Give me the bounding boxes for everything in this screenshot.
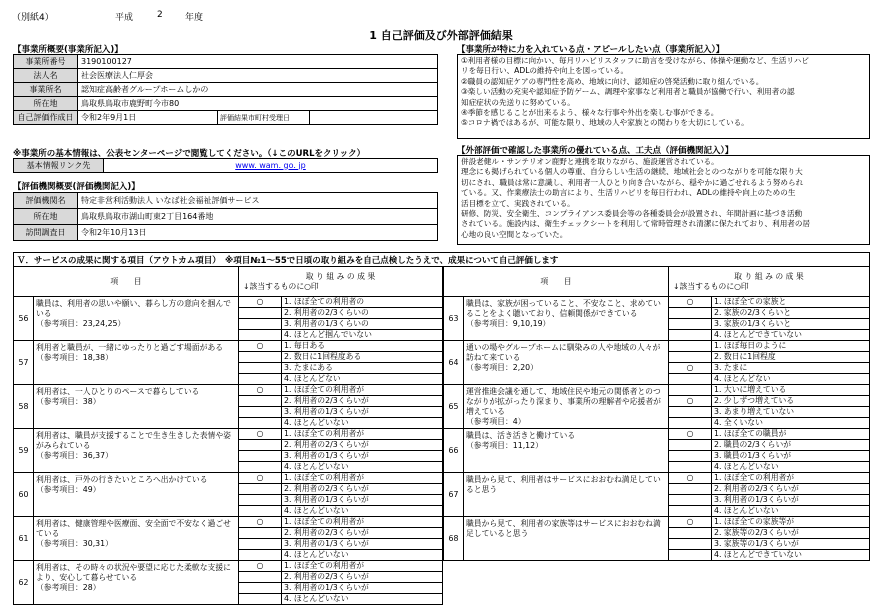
outcome-item-number: 67 <box>444 473 464 517</box>
outcome-mark-cell[interactable] <box>239 319 282 330</box>
outcome-option-row <box>14 429 443 440</box>
outcome-option-label: 2. 利用者の2/3くらいが <box>282 572 443 583</box>
outcome-option-label: 2. 数日に1回程度 <box>712 352 870 363</box>
outcome-item-number: 61 <box>14 517 34 561</box>
corp-name-value: 社会医療法人仁厚会 <box>78 69 438 83</box>
outcome-mark-cell[interactable] <box>669 539 712 550</box>
outcome-item-text: 職員から見て、利用者はサービスにおおむね満足していると思う <box>466 475 661 494</box>
appeal-line: ④季節を感じることが出来るよう、様々な行事や外出を楽しむ事ができる。 <box>461 108 719 118</box>
outcome-option-label: 4. ほとんどいない <box>712 462 870 473</box>
attachment-label: （別紙4） <box>12 13 54 23</box>
outcome-option-label: 1. 毎日ある <box>282 341 443 352</box>
outcome-item-cell <box>464 385 669 429</box>
agency-section-title: 【評価機関概要(評価機関記入)】 <box>13 182 140 192</box>
outcome-mark-cell[interactable] <box>239 363 282 374</box>
outcome-mark-cell[interactable] <box>669 385 712 396</box>
appeal-line: ①利用者様の目標に向かい、毎月リハビリスタッフに助言を受けながら、体操や運動など、生活リハビ <box>461 56 809 65</box>
outcome-option-label: 3. 利用者の1/3くらいが <box>282 583 443 594</box>
outcome-option-label: 3. たまに <box>712 363 870 374</box>
corp-name-label: 法人名 <box>14 69 78 83</box>
outcome-item-text: 職員は、活き活きと働けている <box>466 431 576 440</box>
outcome-mark-cell[interactable] <box>669 506 712 517</box>
outcome-option-label: 2. 利用者の2/3くらいが <box>712 484 870 495</box>
outcome-item-number: 58 <box>14 385 34 429</box>
outcome-mark-cell[interactable] <box>239 330 282 341</box>
selected-circle-mark: ○ <box>256 561 264 570</box>
outcome-item-text: 利用者は、職員が支援することで生き生きした表情や姿がみられている <box>36 431 231 450</box>
page-title: 1 自己評価及び外部評価結果 <box>369 29 513 42</box>
info-link-label: 基本情報リンク先 <box>14 159 104 173</box>
office-address-value: 鳥取県鳥取市鹿野町今市80 <box>78 97 438 111</box>
outcome-item-text: 職員は、利用者の思いや願い、暮らし方の意向を掴んでいる <box>36 299 231 318</box>
outcome-mark-cell[interactable] <box>239 407 282 418</box>
year-number: 2 <box>157 10 163 20</box>
outcome-item-ref: （参考項目：36,37） <box>36 451 113 460</box>
appeal-line: 知症症状の先送りに努めている。 <box>461 97 575 107</box>
outcome-option-label: 1. ほぼ全ての利用者の <box>282 297 443 308</box>
outcome-item-ref: （参考項目：11,12） <box>466 441 543 450</box>
outcome-item-number: 60 <box>14 473 34 517</box>
outcome-option-label: 2. 家族の2/3くらいと <box>712 308 870 319</box>
outcome-mark-cell[interactable] <box>669 451 712 462</box>
outcome-option-label: 3. 職員の1/3くらいが <box>712 451 870 462</box>
result-receipt-label: 評価結果市町村受理日 <box>218 111 310 125</box>
outcome-mark-cell[interactable] <box>239 297 282 308</box>
outcome-item-text: 利用者は、一人ひとりのペースで暮らしている <box>36 387 200 396</box>
outcome-mark-cell[interactable] <box>239 506 282 517</box>
outcome-option-label: 1. 大いに増えている <box>712 385 870 396</box>
outcome-item-text: 利用者は、健康管理や医療面、安全面で不安なく過ごせている <box>36 519 231 538</box>
outcome-option-label: 4. ほとんどいない <box>712 506 870 517</box>
outcome-item-number: 66 <box>444 429 464 473</box>
outcome-mark-cell[interactable] <box>669 407 712 418</box>
outcome-item-text: 通いの場やグループホームに馴染みの人や地域の人々が訪ねて来ている <box>466 343 661 362</box>
outcome-option-label: 2. 少しずつ増えている <box>712 396 870 407</box>
external-line: ている。又、作業療法士の助言により、生活リハビリを毎日行われ、ADLの維持や向上のための生 <box>461 188 796 198</box>
external-line: 切にされ、職員は常に意識し、利用者一人ひとり向き合いながら、穏やかに過ごせれるよう努められ <box>461 177 804 187</box>
outcome-mark-cell[interactable] <box>239 308 282 319</box>
outcome-option-label: 3. 利用者の1/3くらいが <box>282 451 443 462</box>
outcome-option-row <box>14 473 443 484</box>
external-line: 理念にも掲げられている個人の尊重、自分らしい生活の継続、地域社会とのつながりを可能な限り大 <box>461 167 803 177</box>
self-eval-date-value: 令和2年9月1日 <box>78 111 218 125</box>
info-link-table <box>13 158 438 173</box>
outcome-option-label: 3. 利用者の1/3くらいが <box>712 495 870 506</box>
outcome-mark-cell[interactable] <box>669 341 712 352</box>
outcome-mark-cell[interactable] <box>239 561 282 572</box>
outcome-option-label: 1. ほぼ毎日のように <box>712 341 870 352</box>
outcome-option-label: 4. ほとんどいない <box>282 594 443 605</box>
appeal-line: リを毎日行い、ADLの維持や向上を図っている。 <box>461 66 629 76</box>
outcome-item-cell <box>34 297 239 341</box>
selected-circle-mark: ○ <box>256 473 264 482</box>
outcome-option-label: 1. ほぼ全ての利用者が <box>282 429 443 440</box>
outcome-mark-cell[interactable] <box>669 297 712 308</box>
outcome-mark-cell[interactable] <box>239 528 282 539</box>
selected-circle-mark: ○ <box>686 297 694 306</box>
outcome-mark-cell[interactable] <box>239 418 282 429</box>
office-name-label: 事業所名 <box>14 83 78 97</box>
outcome-mark-cell[interactable] <box>239 352 282 363</box>
outcome-option-label: 1. ほぼ全ての利用者が <box>282 517 443 528</box>
outcome-mark-cell[interactable] <box>239 341 282 352</box>
selected-circle-mark: ○ <box>256 341 264 350</box>
office-table <box>13 54 438 125</box>
outcome-mark-cell[interactable] <box>669 473 712 484</box>
outcome-option-label: 1. ほぼ全ての利用者が <box>282 561 443 572</box>
outcome-mark-cell[interactable] <box>669 528 712 539</box>
appeal-box <box>457 54 870 139</box>
agency-table <box>13 192 438 241</box>
outcome-option-label: 3. 利用者の1/3くらいの <box>282 319 443 330</box>
agency-name-value: 特定非営利活動法人 いなば社会福祉評価サービス <box>78 193 438 209</box>
outcome-item-cell <box>34 385 239 429</box>
outcome-option-row <box>444 385 870 396</box>
external-box <box>457 155 870 245</box>
outcome-result-sub: ↓該当するものに○印 <box>243 281 319 291</box>
outcome-item-number: 62 <box>14 561 34 605</box>
outcome-mark-cell[interactable] <box>669 352 712 363</box>
outcome-item-cell <box>464 517 669 561</box>
outcome-option-label: 2. 利用者の2/3くらいが <box>282 484 443 495</box>
outcome-item-cell <box>34 561 239 605</box>
outcome-item-header: 項 目 <box>14 267 239 297</box>
outcome-option-label: 2. 職員の2/3くらいが <box>712 440 870 451</box>
outcome-option-label: 3. 利用者の1/3くらいが <box>282 495 443 506</box>
outcome-mark-cell[interactable] <box>669 550 712 561</box>
outcome-mark-cell[interactable] <box>239 572 282 583</box>
outcome-mark-cell[interactable] <box>239 374 282 385</box>
outcome-option-row <box>14 385 443 396</box>
external-line: 心地の良い空間となっていた。 <box>461 229 568 239</box>
selected-circle-mark: ○ <box>256 429 264 438</box>
outcome-mark-cell[interactable] <box>669 429 712 440</box>
outcome-item-ref: （参考項目：4） <box>466 417 526 426</box>
outcome-option-label: 1. ほぼ全ての家族等が <box>712 517 870 528</box>
outcome-option-row <box>444 473 870 484</box>
outcome-option-label: 4. ほとんどない <box>712 374 870 385</box>
outcome-option-label: 4. ほとんど掴んでいない <box>282 330 443 341</box>
outcome-option-label: 4. ほとんどいない <box>282 550 443 561</box>
outcome-item-text: 職員から見て、利用者の家族等はサービスにおおむね満足していると思う <box>466 519 661 538</box>
outcome-mark-cell[interactable] <box>239 517 282 528</box>
outcome-item-cell <box>464 297 669 341</box>
outcome-item-cell <box>464 429 669 473</box>
outcome-option-label: 2. 利用者の2/3くらいの <box>282 308 443 319</box>
outcome-item-ref: （参考項目：30,31） <box>36 539 113 548</box>
office-section-title: 【事業所概要(事業所記入)】 <box>13 45 123 55</box>
outcome-right-table <box>443 266 870 561</box>
outcome-mark-cell[interactable] <box>239 550 282 561</box>
selected-circle-mark: ○ <box>686 517 694 526</box>
selected-circle-mark: ○ <box>256 385 264 394</box>
year-label: 年度 <box>185 13 204 23</box>
outcome-mark-cell[interactable] <box>239 385 282 396</box>
external-line: 併設老健ル・サンテリオン鹿野と連携を取りながら、施設運営されている。 <box>461 157 719 166</box>
outcome-option-label: 4. ほとんどいない <box>282 506 443 517</box>
outcome-mark-cell[interactable] <box>669 495 712 506</box>
outcome-option-label: 2. 利用者の2/3くらいが <box>282 528 443 539</box>
external-section-title: 【外部評価で確認した事業所の優れている点、工夫点（評価機関記入）】 <box>457 146 734 156</box>
external-line: 活目標を立て、実践されている。 <box>461 198 575 208</box>
appeal-line: ②職員の認知症ケアの専門性を高め、地域に向け、認知症の啓発活動に取り組んでいる。 <box>461 76 764 86</box>
outcome-item-ref: （参考項目：2,20） <box>466 363 538 372</box>
outcome-item-cell <box>34 473 239 517</box>
outcome-option-label: 2. 利用者の2/3くらいが <box>282 396 443 407</box>
outcome-item-ref: （参考項目：28） <box>36 583 101 592</box>
external-line: されている。施設内は、衛生チェックシートを利用して常時管理され清潔に保たれており、利用者の居 <box>461 219 811 229</box>
outcome-item-cell <box>464 341 669 385</box>
info-note: ※事業所の基本情報は、公表センターページで閲覧してください。（↓このURLをクリック） <box>13 149 366 159</box>
outcome-mark-cell[interactable] <box>669 462 712 473</box>
selected-circle-mark: ○ <box>686 429 694 438</box>
outcome-item-ref: （参考項目：9,10,19） <box>466 319 551 328</box>
outcome-item-ref: （参考項目：49） <box>36 485 101 494</box>
outcome-result-header <box>239 267 443 297</box>
outcome-mark-cell[interactable] <box>669 319 712 330</box>
outcome-option-label: 3. あまり増えていない <box>712 407 870 418</box>
agency-address-label: 所在地 <box>14 209 78 225</box>
info-link-url[interactable]: www. wam. go. jp <box>235 160 306 170</box>
office-address-label: 所在地 <box>14 97 78 111</box>
outcome-option-label: 3. 利用者の1/3くらいが <box>282 539 443 550</box>
outcome-mark-cell[interactable] <box>239 462 282 473</box>
outcome-mark-cell[interactable] <box>239 583 282 594</box>
outcome-option-label: 3. 家族等の1/3くらいが <box>712 539 870 550</box>
outcome-option-label: 4. ほとんどできていない <box>712 550 870 561</box>
outcome-mark-cell[interactable] <box>239 484 282 495</box>
outcome-item-number: 68 <box>444 517 464 561</box>
office-number-value: 3190100127 <box>78 55 438 69</box>
outcome-option-label: 1. ほぼ全ての家族と <box>712 297 870 308</box>
selected-circle-mark: ○ <box>686 363 694 372</box>
outcome-mark-cell[interactable] <box>669 308 712 319</box>
outcome-result-header <box>669 267 870 297</box>
outcome-mark-cell[interactable] <box>669 363 712 374</box>
outcome-option-label: 3. 家族の1/3くらいと <box>712 319 870 330</box>
external-line: 研修、防災、安全衛生、コンプライアンス委員会等の各種委員会が設置され、年間計画に基づき活動 <box>461 209 803 219</box>
outcome-option-label: 4. ほとんどできていない <box>712 330 870 341</box>
self-eval-date-label: 自己評価作成日 <box>14 111 78 125</box>
outcome-mark-cell[interactable] <box>239 495 282 506</box>
appeal-line: ③楽しい活動の充実や認知症予防ゲーム、調理や家事など利用者と職員が協働で行い、利用者の認 <box>461 87 795 97</box>
outcome-option-label: 1. ほぼ全ての利用者が <box>282 385 443 396</box>
outcome-mark-cell[interactable] <box>239 539 282 550</box>
outcome-item-ref: （参考項目：38） <box>36 397 101 406</box>
outcome-item-header: 項 目 <box>444 267 669 297</box>
outcome-item-text: 利用者は、戸外の行きたいところへ出かけている <box>36 475 208 484</box>
agency-name-label: 評価機関名 <box>14 193 78 209</box>
outcome-title: Ｖ．サービスの成果に関する項目（アウトカム項目） ※項目№1～55で日頃の取り組みを自己点検したうえで、成果について自己評価します <box>13 252 870 266</box>
outcome-option-label: 4. ほとんどない <box>282 374 443 385</box>
outcome-mark-cell[interactable] <box>669 484 712 495</box>
appeal-section-title: 【事業所が特に力を入れている点・アピールしたい点（事業所記入）】 <box>457 45 725 55</box>
outcome-item-number: 63 <box>444 297 464 341</box>
visit-date-label: 訪問調査日 <box>14 225 78 241</box>
selected-circle-mark: ○ <box>256 517 264 526</box>
outcome-option-label: 3. たまにある <box>282 363 443 374</box>
outcome-item-number: 59 <box>14 429 34 473</box>
outcome-option-row <box>444 517 870 528</box>
outcome-option-label: 3. 利用者の1/3くらいが <box>282 407 443 418</box>
outcome-option-label: 2. 数日に1回程度ある <box>282 352 443 363</box>
outcome-mark-cell[interactable] <box>239 473 282 484</box>
outcome-item-ref: （参考項目：18,38） <box>36 353 113 362</box>
outcome-mark-cell[interactable] <box>239 451 282 462</box>
outcome-item-cell <box>464 473 669 517</box>
outcome-item-text: 職員は、家族が困っていること、不安なこと、求めていることをよく聴いており、信頼関係ができている <box>466 299 661 318</box>
outcome-option-row <box>444 429 870 440</box>
outcome-mark-cell[interactable] <box>669 374 712 385</box>
outcome-option-row <box>14 297 443 308</box>
outcome-result-sub: ↓該当するものに○印 <box>673 281 749 291</box>
outcome-option-row <box>14 341 443 352</box>
outcome-option-row <box>14 517 443 528</box>
outcome-item-number: 57 <box>14 341 34 385</box>
outcome-item-ref: （参考項目：23,24,25） <box>36 319 126 328</box>
result-receipt-value <box>310 111 438 125</box>
outcome-result-title: 取 り 組 み の 成 果 <box>734 271 804 281</box>
outcome-option-label: 4. ほとんどいない <box>282 462 443 473</box>
outcome-option-label: 2. 家族等の2/3くらいが <box>712 528 870 539</box>
outcome-item-number: 56 <box>14 297 34 341</box>
outcome-mark-cell[interactable] <box>669 440 712 451</box>
outcome-mark-cell[interactable] <box>669 330 712 341</box>
selected-circle-mark: ○ <box>686 473 694 482</box>
era-label: 平成 <box>115 13 134 23</box>
outcome-item-cell <box>34 341 239 385</box>
outcome-item-cell <box>34 429 239 473</box>
outcome-mark-cell[interactable] <box>239 440 282 451</box>
outcome-mark-cell[interactable] <box>669 396 712 407</box>
outcome-result-title: 取 り 組 み の 成 果 <box>305 271 376 281</box>
selected-circle-mark: ○ <box>686 396 694 405</box>
outcome-option-label: 4. 全くいない <box>712 418 870 429</box>
outcome-option-label: 2. 利用者の2/3くらいが <box>282 440 443 451</box>
agency-address-value: 鳥取県鳥取市湖山町東2丁目164番地 <box>78 209 438 225</box>
appeal-line: ⑤コロナ禍ではあるが、可能な限り、地域の人や家族との関わりを大切にしている。 <box>461 118 749 128</box>
outcome-mark-cell[interactable] <box>669 418 712 429</box>
outcome-option-row <box>14 561 443 572</box>
outcome-mark-cell[interactable] <box>239 594 282 605</box>
outcome-item-text: 利用者と職員が、一緒にゆったりと過ごす場面がある <box>36 343 224 352</box>
outcome-option-label: 4. ほとんどいない <box>282 418 443 429</box>
selected-circle-mark: ○ <box>256 297 264 306</box>
outcome-option-label: 1. ほぼ全ての利用者が <box>282 473 443 484</box>
outcome-item-text: 運営推進会議を通して、地域住民や地元の関係者とのつながりが拡がったり深まり、事業所の理解者や応援者が増えている <box>466 387 661 416</box>
outcome-item-number: 65 <box>444 385 464 429</box>
office-name-value: 認知症高齢者グループホームしかの <box>78 83 438 97</box>
outcome-item-cell <box>34 517 239 561</box>
outcome-mark-cell[interactable] <box>669 517 712 528</box>
outcome-mark-cell[interactable] <box>239 396 282 407</box>
outcome-option-row <box>444 297 870 308</box>
office-number-label: 事業所番号 <box>14 55 78 69</box>
outcome-left-table <box>13 266 443 605</box>
outcome-option-label: 1. ほぼ全ての利用者が <box>712 473 870 484</box>
outcome-item-text: 利用者は、その時々の状況や要望に応じた柔軟な支援により、安心して暮らせている <box>36 563 231 582</box>
outcome-mark-cell[interactable] <box>239 429 282 440</box>
outcome-option-label: 1. ほぼ全ての職員が <box>712 429 870 440</box>
outcome-item-number: 64 <box>444 341 464 385</box>
visit-date-value: 令和2年10月13日 <box>78 225 438 241</box>
outcome-option-row <box>444 341 870 352</box>
